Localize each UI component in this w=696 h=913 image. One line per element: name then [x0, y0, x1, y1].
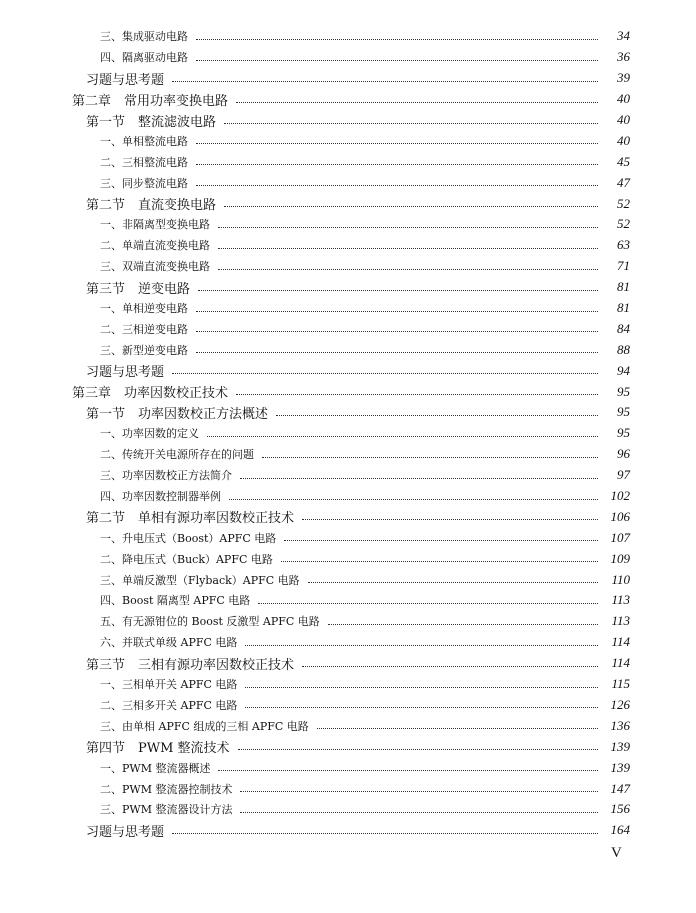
toc-entry-page: 36	[617, 49, 630, 65]
toc-entry-title: 第二节 直流变换电路	[86, 198, 217, 214]
toc-entry-title: 第一节 功率因数校正方法概述	[86, 406, 269, 422]
toc-entry-page: 147	[610, 780, 630, 796]
dot-leader	[240, 791, 598, 792]
dot-leader	[262, 457, 598, 458]
toc-entry-page: 71	[617, 258, 630, 274]
toc-entry-page: 40	[617, 112, 630, 127]
toc-entry-page: 109	[610, 550, 630, 566]
dot-leader	[258, 603, 598, 604]
dot-leader	[276, 415, 598, 416]
toc-entry-title: 第二节 单相有源功率因数校正技术	[86, 511, 295, 527]
toc-entry	[0, 569, 696, 590]
toc-entry	[0, 632, 696, 653]
toc-entry-page: 107	[610, 529, 630, 545]
dot-leader	[224, 123, 598, 124]
toc-entry-page: 139	[610, 738, 630, 754]
dot-leader	[218, 770, 598, 771]
toc-entry-title: 第一节 整流滤波电路	[86, 114, 217, 130]
toc-entry-page: 110	[611, 571, 630, 587]
toc-entry	[0, 653, 696, 674]
toc-entry-title: 第三节 逆变电路	[86, 281, 191, 297]
toc-entry-title: 二、三相逆变电路	[100, 322, 188, 336]
toc-entry-page: 164	[610, 822, 630, 838]
toc-entry-title: 一、非隔离型变换电路	[100, 218, 210, 232]
dot-leader	[198, 290, 598, 291]
toc-entry-page: 63	[617, 237, 630, 253]
toc-entry	[0, 465, 696, 486]
toc-entry-title: 二、降电压式（Buck）APFC 电路	[100, 552, 273, 566]
toc-entry-page: 52	[617, 216, 630, 232]
toc-entry-title: 三、PWM 整流器设计方法	[100, 803, 233, 817]
toc-entry-title: 二、传统开关电源所存在的问题	[100, 448, 254, 462]
toc-entry-title: 四、隔离驱动电路	[100, 51, 188, 65]
dot-leader	[196, 164, 598, 165]
dot-leader	[236, 394, 598, 395]
dot-leader	[328, 624, 598, 625]
toc-entry	[0, 214, 696, 235]
toc-entry	[0, 193, 696, 214]
dot-leader	[236, 102, 598, 103]
toc-entry-page: 114	[611, 634, 630, 650]
toc-entry-title: 四、Boost 隔离型 APFC 电路	[100, 594, 251, 608]
toc-entry-title: 习题与思考题	[86, 824, 165, 840]
toc-entry	[0, 318, 696, 339]
dot-leader	[196, 352, 598, 353]
toc-entry-title: 三、集成驱动电路	[100, 30, 188, 44]
toc-entry-page: 156	[610, 801, 630, 817]
toc-entry-page: 106	[610, 508, 630, 524]
toc-entry	[0, 130, 696, 151]
dot-leader	[229, 499, 598, 500]
toc-entry	[0, 68, 696, 89]
toc-entry-page: 47	[617, 174, 630, 190]
toc-entry-title: 习题与思考题	[86, 365, 165, 381]
toc-entry-page: 115	[611, 676, 630, 692]
toc-entry	[0, 590, 696, 611]
toc-entry-page: 102	[610, 488, 630, 504]
dot-leader	[284, 540, 598, 541]
toc-entry	[0, 799, 696, 820]
toc-entry	[0, 423, 696, 444]
toc-entry-title: 第三节 三相有源功率因数校正技术	[86, 657, 295, 673]
toc-entry-title: 二、三相多开关 APFC 电路	[100, 698, 238, 712]
table-of-contents	[0, 26, 696, 841]
toc-entry-title: 一、单相逆变电路	[100, 302, 188, 316]
toc-entry	[0, 506, 696, 527]
toc-entry-title: 四、功率因数控制器举例	[100, 490, 221, 504]
toc-entry	[0, 110, 696, 131]
toc-entry	[0, 256, 696, 277]
toc-entry-title: 三、由单相 APFC 组成的三相 APFC 电路	[100, 719, 309, 733]
toc-entry-title: 二、单端直流变换电路	[100, 239, 210, 253]
toc-entry-page: 81	[617, 279, 630, 295]
toc-entry	[0, 611, 696, 632]
dot-leader	[196, 311, 598, 312]
toc-entry	[0, 444, 696, 465]
dot-leader	[218, 248, 598, 249]
toc-entry	[0, 695, 696, 716]
toc-entry-page: 81	[617, 300, 630, 316]
dot-leader	[302, 519, 598, 520]
toc-entry-page: 95	[617, 425, 630, 441]
toc-entry-page: 113	[611, 613, 630, 629]
toc-entry-title: 一、PWM 整流器概述	[100, 761, 211, 775]
toc-entry-title: 三、单端反激型（Flyback）APFC 电路	[100, 573, 300, 587]
dot-leader	[240, 478, 598, 479]
dot-leader	[196, 143, 598, 144]
dot-leader	[172, 373, 598, 374]
page-number: V	[611, 845, 622, 861]
dot-leader	[172, 833, 598, 834]
toc-entry-title: 二、PWM 整流器控制技术	[100, 782, 233, 796]
toc-entry	[0, 674, 696, 695]
toc-entry-page: 39	[617, 70, 630, 86]
dot-leader	[196, 331, 598, 332]
toc-entry-page: 40	[617, 91, 630, 107]
toc-entry	[0, 736, 696, 757]
toc-entry	[0, 757, 696, 778]
toc-entry-title: 五、有无源钳位的 Boost 反激型 APFC 电路	[100, 615, 320, 629]
toc-entry-title: 第四节 PWM 整流技术	[86, 741, 230, 757]
toc-entry-page: 84	[617, 320, 630, 336]
toc-entry-page: 126	[610, 696, 630, 712]
dot-leader	[245, 687, 598, 688]
dot-leader	[207, 436, 598, 437]
toc-entry-title: 第二章 常用功率变换电路	[72, 93, 229, 109]
dot-leader	[196, 185, 598, 186]
toc-entry	[0, 89, 696, 110]
toc-entry	[0, 298, 696, 319]
toc-entry	[0, 172, 696, 193]
toc-entry-page: 95	[617, 383, 630, 399]
toc-entry	[0, 339, 696, 360]
toc-entry-title: 三、新型逆变电路	[100, 343, 188, 357]
dot-leader	[245, 645, 598, 646]
toc-entry-title: 三、同步整流电路	[100, 176, 188, 190]
dot-leader	[240, 812, 598, 813]
dot-leader	[196, 60, 598, 61]
toc-entry	[0, 26, 696, 47]
toc-entry-page: 88	[617, 341, 630, 357]
toc-entry-title: 一、升电压式（Boost）APFC 电路	[100, 531, 277, 545]
toc-entry-page: 136	[610, 717, 630, 733]
toc-entry-page: 95	[617, 404, 630, 420]
toc-entry-page: 52	[617, 195, 630, 211]
toc-entry-page: 40	[617, 132, 630, 148]
toc-entry	[0, 715, 696, 736]
toc-entry	[0, 527, 696, 548]
toc-entry	[0, 548, 696, 569]
toc-entry-page: 97	[617, 467, 630, 483]
toc-entry	[0, 151, 696, 172]
dot-leader	[308, 582, 598, 583]
toc-entry-title: 二、三相整流电路	[100, 155, 188, 169]
toc-entry-page: 34	[617, 28, 630, 44]
toc-entry-title: 一、单相整流电路	[100, 134, 188, 148]
toc-entry-page: 114	[611, 655, 630, 671]
toc-entry-title: 一、功率因数的定义	[100, 427, 199, 441]
toc-entry-page: 113	[611, 592, 630, 608]
toc-entry-page: 94	[617, 362, 630, 378]
toc-entry	[0, 47, 696, 68]
dot-leader	[224, 206, 598, 207]
toc-entry	[0, 360, 696, 381]
dot-leader	[245, 707, 598, 708]
dot-leader	[218, 269, 598, 270]
dot-leader	[196, 39, 598, 40]
dot-leader	[238, 749, 598, 750]
toc-entry-page: 45	[617, 153, 630, 169]
toc-entry-title: 一、三相单开关 APFC 电路	[100, 678, 238, 692]
toc-entry-page: 139	[610, 759, 630, 775]
toc-entry-title: 第三章 功率因数校正技术	[72, 386, 229, 402]
toc-entry	[0, 402, 696, 423]
dot-leader	[302, 666, 598, 667]
toc-entry	[0, 820, 696, 841]
toc-entry	[0, 277, 696, 298]
toc-entry-page: 96	[617, 446, 630, 462]
toc-entry	[0, 235, 696, 256]
toc-entry-title: 六、并联式单级 APFC 电路	[100, 636, 238, 650]
dot-leader	[281, 561, 598, 562]
toc-entry	[0, 778, 696, 799]
dot-leader	[317, 728, 598, 729]
dot-leader	[218, 227, 598, 228]
toc-entry-title: 习题与思考题	[86, 72, 165, 88]
toc-entry	[0, 486, 696, 507]
toc-entry-title: 三、功率因数校正方法简介	[100, 469, 232, 483]
dot-leader	[172, 81, 598, 82]
toc-entry	[0, 381, 696, 402]
toc-entry-title: 三、双端直流变换电路	[100, 260, 210, 274]
